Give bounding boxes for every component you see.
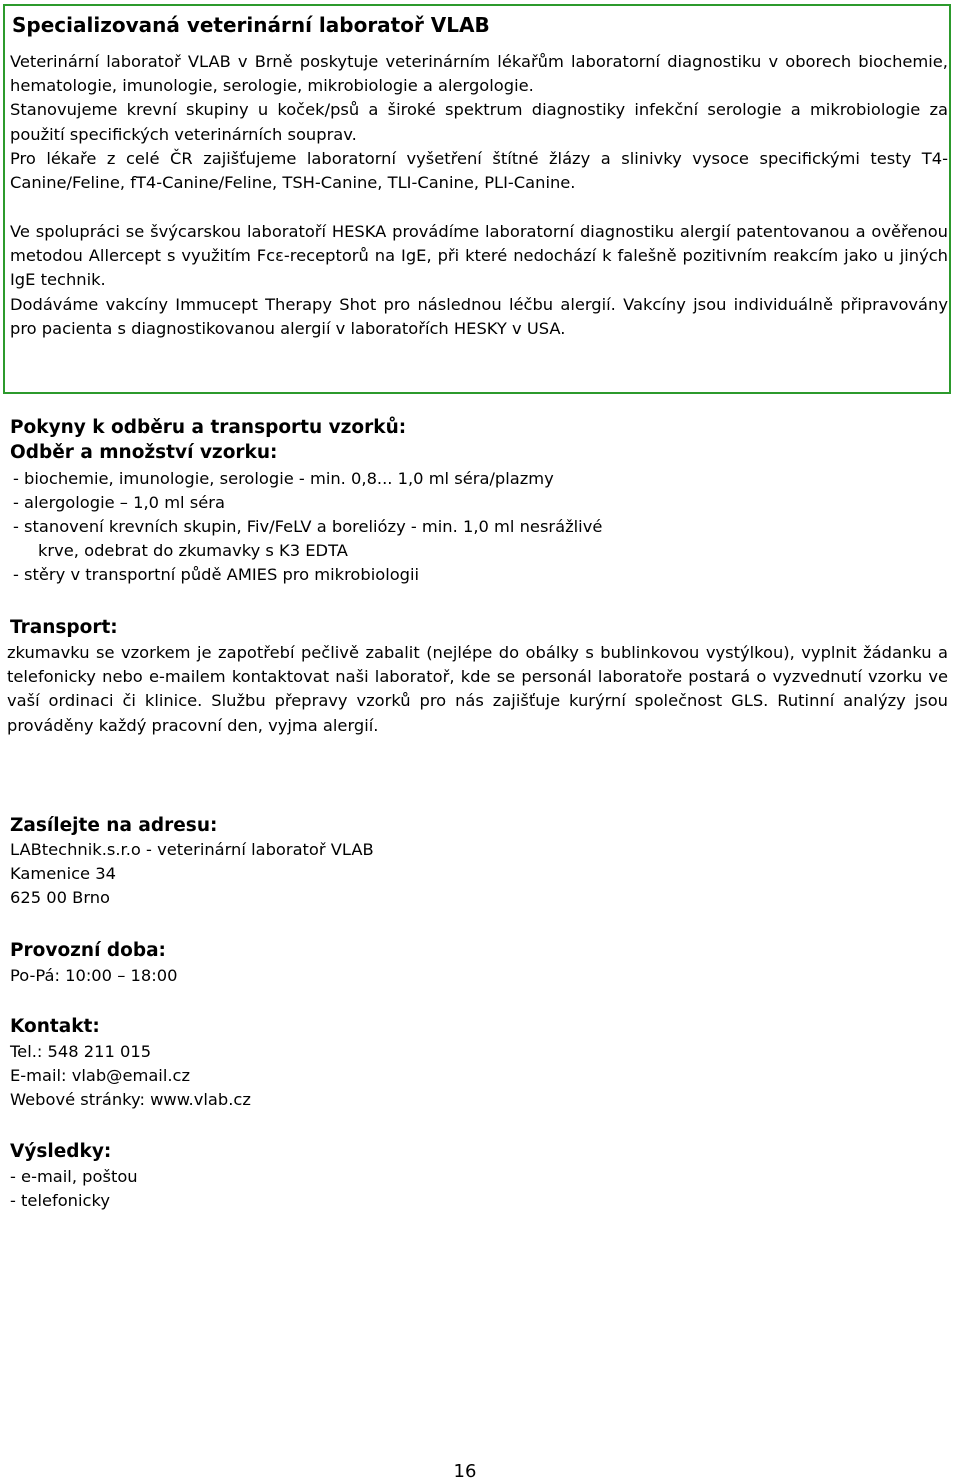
sampling-heading: Pokyny k odběru a transportu vzorků: xyxy=(10,417,407,438)
address-line: 625 00 Brno xyxy=(10,888,111,907)
intro-text xyxy=(10,50,948,195)
contact-heading: Kontakt: xyxy=(10,1016,100,1037)
contact-web: Webové stránky: www.vlab.cz xyxy=(10,1090,251,1109)
sampling-item: - alergologie – 1,0 ml séra xyxy=(13,493,225,512)
sampling-item: - stanovení krevních skupin, Fiv/FeLV a boreliózy - min. 1,0 ml nesrážlivé xyxy=(13,517,603,536)
lab-title: Specializovaná veterinární laboratoř VLAB xyxy=(12,13,490,37)
allergy-paragraph: Ve spolupráci se švýcarskou laboratoří HESKA provádíme laboratorní diagnostiku alergií patentovanou a ověřenou metodou Allercept s využitím Fcε-receptorů na IgE, při které nedochází k falešně pozitivním reakcím jako u jiných IgE technik. xyxy=(10,222,948,290)
transport-text xyxy=(7,641,948,738)
results-heading: Výsledky: xyxy=(10,1141,112,1162)
contact-email: E-mail: vlab@email.cz xyxy=(10,1066,191,1085)
address-line: LABtechnik.s.r.o - veterinární laboratoř VLAB xyxy=(10,840,374,859)
results-item: - e-mail, poštou xyxy=(10,1167,138,1186)
sampling-item: krve, odebrat do zkumavky s K3 EDTA xyxy=(38,541,348,560)
address-line: Kamenice 34 xyxy=(10,864,116,883)
transport-heading: Transport: xyxy=(10,617,118,638)
sampling-item: - stěry v transportní půdě AMIES pro mikrobiologii xyxy=(13,565,420,584)
sampling-subheading: Odběr a množství vzorku: xyxy=(10,442,278,463)
address-heading: Zasílejte na adresu: xyxy=(10,815,218,836)
sampling-item: - biochemie, imunologie, serologie - min. 0,8... 1,0 ml séra/plazmy xyxy=(13,469,554,488)
hours-value: Po-Pá: 10:00 – 18:00 xyxy=(10,966,178,985)
page-number: 16 xyxy=(453,1461,477,1482)
results-item: - telefonicky xyxy=(10,1191,110,1210)
intro-paragraph: Pro lékaře z celé ČR zajišťujeme laboratorní vyšetření štítné žlázy a slinivky vysoce specifickými testy T4-Canine/Feline, fT4-Canine/Feline, TSH-Canine, TLI-Canine, PLI-Canine. xyxy=(10,148,948,193)
allergy-paragraph: Dodáváme vakcíny Immucept Therapy Shot pro následnou léčbu alergií. Vakcíny jsou individuálně připravovány pro pacienta s diagnostikovanou alergií v laboratořích HESKY v USA. xyxy=(10,294,948,338)
intro-paragraph: Veterinární laboratoř VLAB v Brně poskytuje veterinárním lékařům laboratorní diagnostiku v oborech biochemie, hematologie, imunologie, serologie, mikrobiologie a alergologie. xyxy=(10,52,948,96)
allergy-text xyxy=(10,220,948,341)
hours-heading: Provozní doba: xyxy=(10,940,166,961)
transport-paragraph: zkumavku se vzorkem je zapotřebí pečlivě zabalit (nejlépe do obálky s bublinkovou vystýlkou), vyplnit žádanku a telefonicky nebo e-mailem kontaktovat naši laboratoř, kde se personál laboratoře postará o vyzvednutí vzorku ve vaší ordinaci či klinice. Službu přepravy vzorků pro nás zajišťuje kurýrní společnost GLS. Rutinní analýzy jsou prováděny každý pracovní den, vyjma alergií. xyxy=(7,643,948,735)
intro-paragraph: Stanovujeme krevní skupiny u koček/psů a široké spektrum diagnostiky infekční serologie a mikrobiologie za použití specifických veterinárních souprav. xyxy=(10,100,948,144)
contact-phone: Tel.: 548 211 015 xyxy=(10,1042,152,1061)
